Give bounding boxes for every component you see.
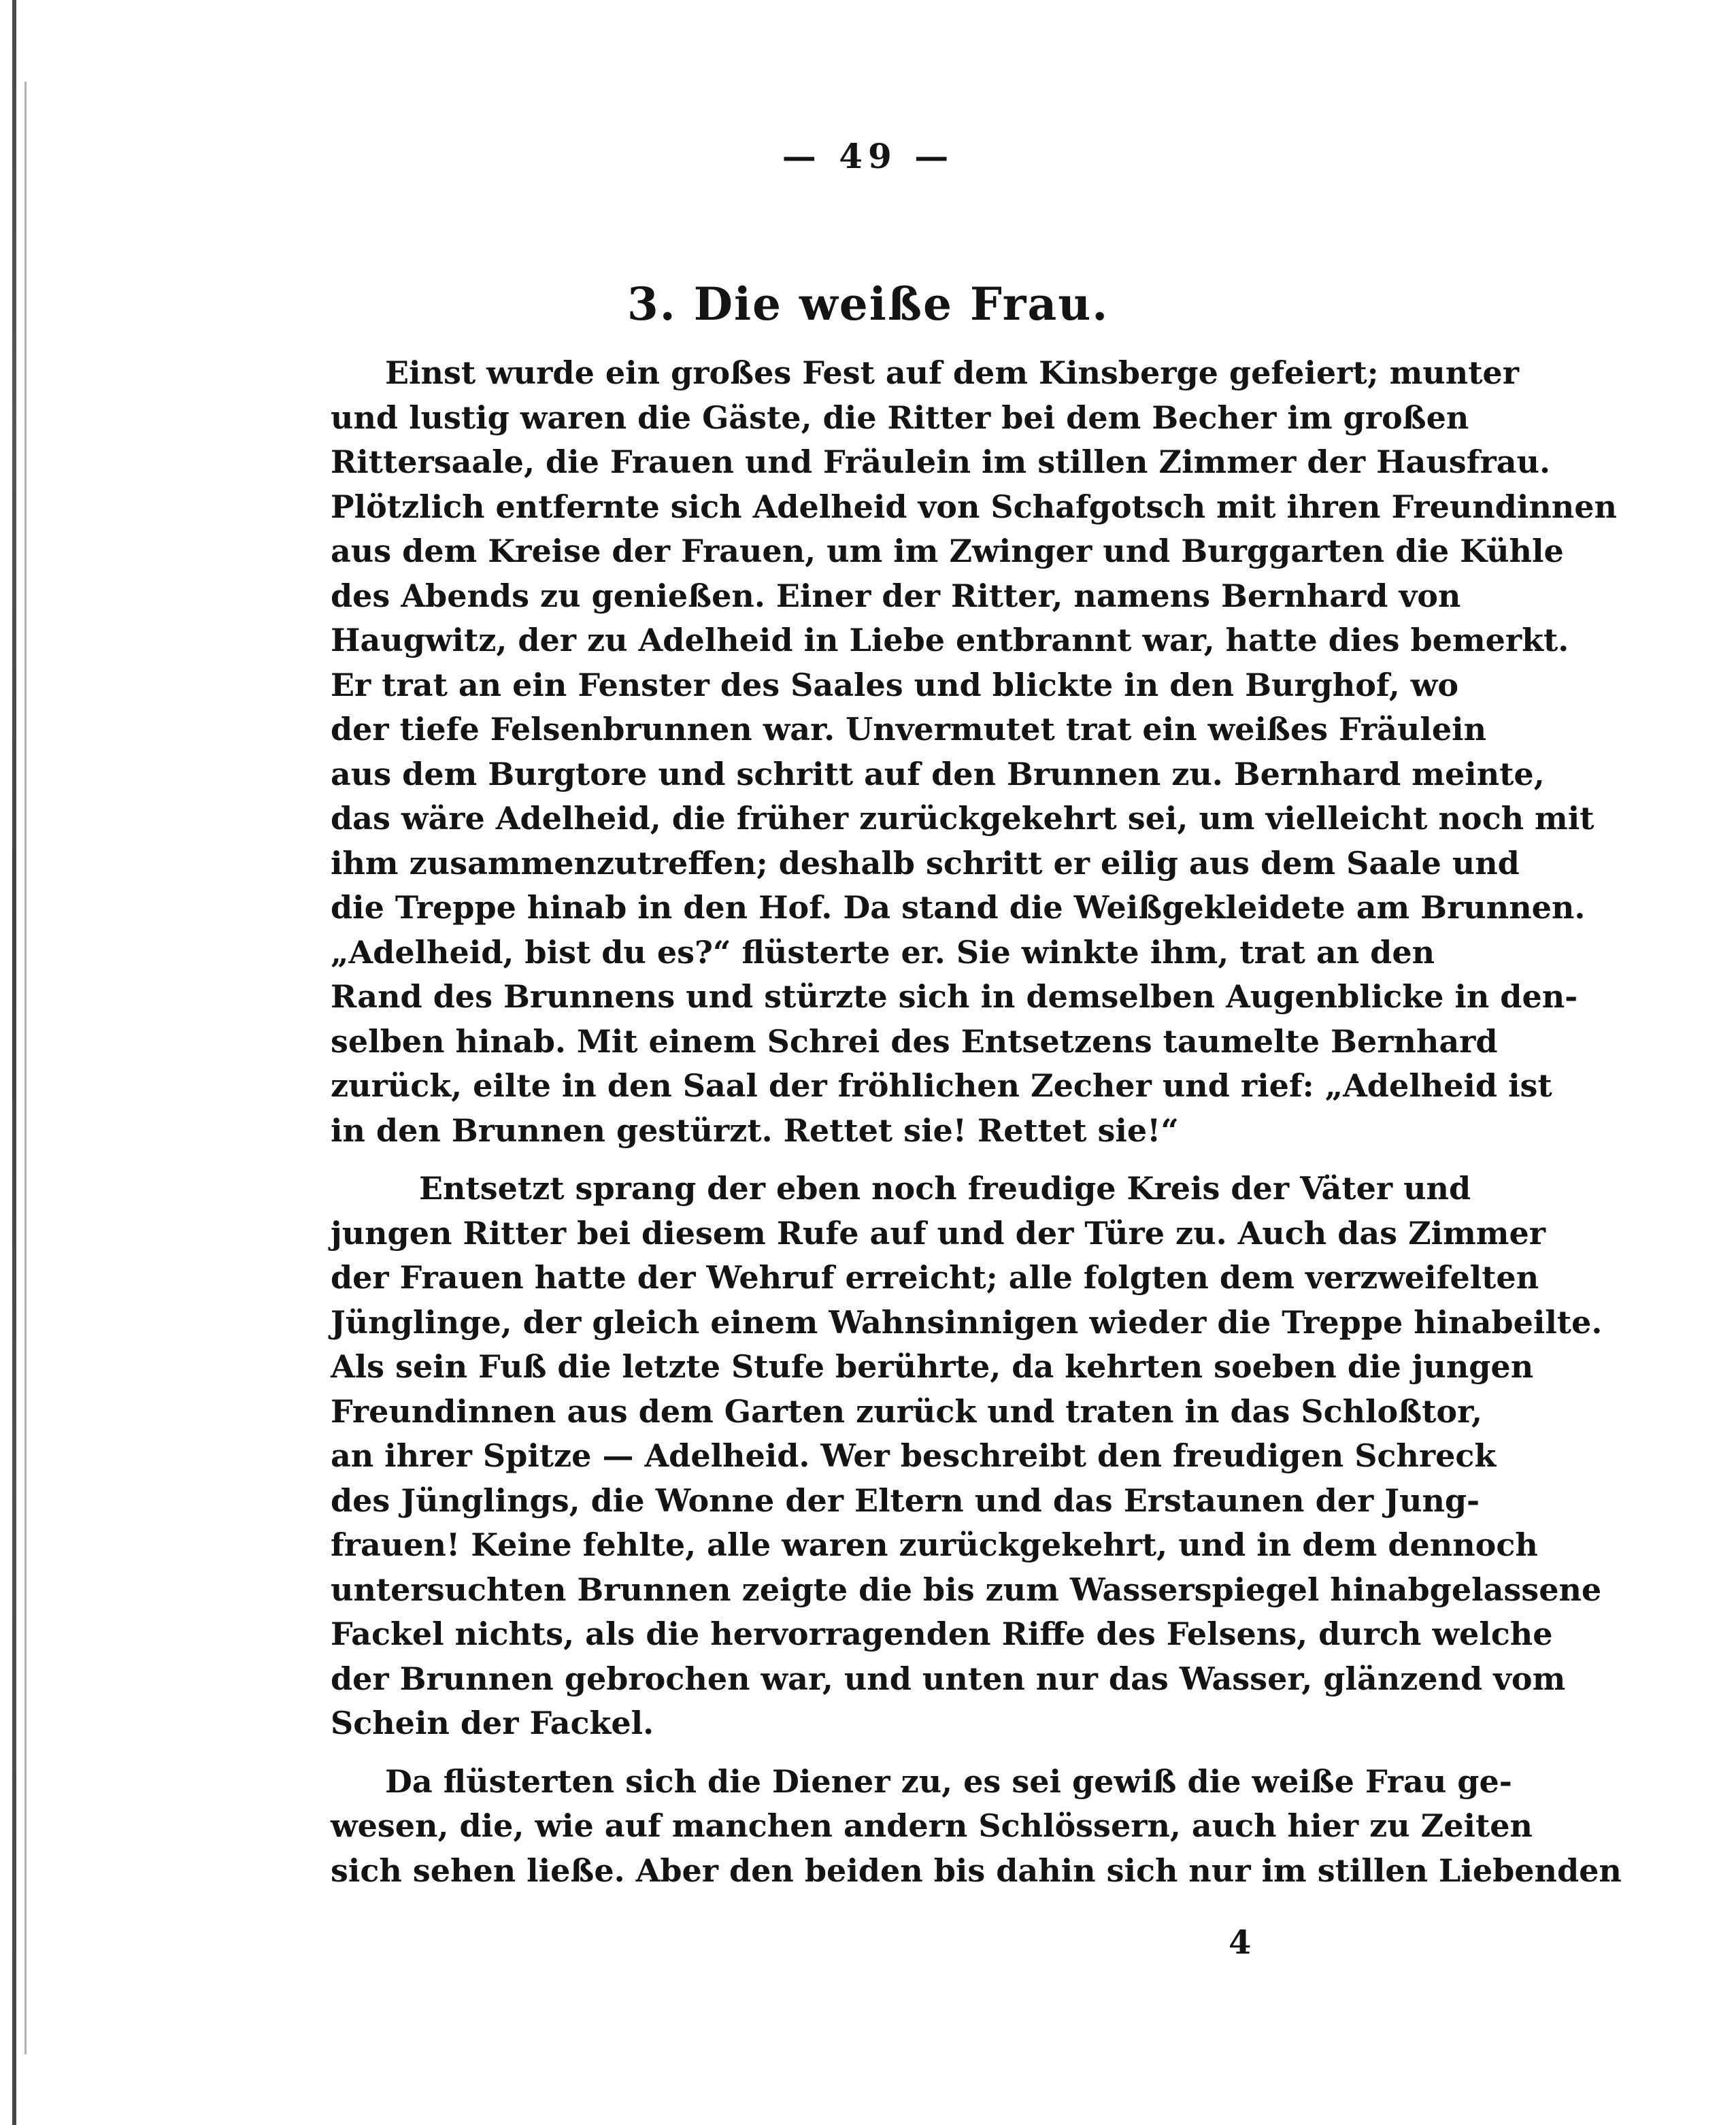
- scan-edge-shadow: [24, 82, 27, 2054]
- paragraph-gap: [331, 1746, 1408, 1760]
- text-line: wesen, die, wie auf manchen andern Schlössern, auch hier zu Zeiten: [331, 1807, 1533, 1844]
- text-line: Rittersaale, die Frauen und Fräulein im stillen Zimmer der Hausfrau.: [331, 444, 1550, 480]
- text-line: sich sehen ließe. Aber den beiden bis dahin sich nur im stillen Liebenden: [331, 1852, 1622, 1889]
- text-line: Rand des Brunnens und stürzte sich in demselben Augenblicke in den-: [331, 978, 1578, 1015]
- text-line: Haugwitz, der zu Adelheid in Liebe entbrannt war, hatte dies bemerkt.: [331, 622, 1569, 658]
- text-line: der Brunnen gebrochen war, und unten nur das Wasser, glänzend vom: [331, 1660, 1566, 1697]
- text-line: Entsetzt sprang der eben noch freudige Kreis der Väter und: [419, 1170, 1471, 1207]
- sheet-signature: 4: [1229, 1924, 1252, 1962]
- text-line: Einst wurde ein großes Fest auf dem Kinsberge gefeiert; munter: [385, 354, 1519, 391]
- text-line: des Abends zu genießen. Einer der Ritter, namens Bernhard von: [331, 577, 1461, 614]
- text-line: der tiefe Felsenbrunnen war. Unvermutet trat ein weißes Fräulein: [331, 711, 1487, 748]
- text-line: Freundinnen aus dem Garten zurück und traten in das Schloßtor,: [331, 1392, 1482, 1430]
- text-line: Da flüsterten sich die Diener zu, es sei gewiß die weiße Frau ge-: [385, 1762, 1512, 1800]
- text-line: Schein der Fackel.: [331, 1705, 654, 1741]
- text-line: selben hinab. Mit einem Schrei des Entsetzens taumelte Bernhard: [331, 1022, 1498, 1060]
- paragraph: [331, 1167, 1603, 1746]
- text-line: in den Brunnen gestürzt. Rettet sie! Rettet sie!“: [331, 1111, 1179, 1149]
- body-text: [331, 351, 1622, 1893]
- text-line: der Frauen hatte der Wehruf erreicht; alle folgten dem verzweifelten: [331, 1259, 1539, 1296]
- paragraph: [331, 1760, 1622, 1894]
- text-line: jungen Ritter bei diesem Rufe auf und der Türe zu. Auch das Zimmer: [331, 1214, 1546, 1252]
- text-line: die Treppe hinab in den Hof. Da stand die Weißgekleidete am Brunnen.: [331, 889, 1586, 926]
- text-line: untersuchten Brunnen zeigte die bis zum Wasserspiegel hinabgelassene: [331, 1571, 1602, 1608]
- text-line: das wäre Adelheid, die früher zurückgekehrt sei, um vielleicht noch mit: [331, 800, 1595, 837]
- text-line: ihm zusammenzutreffen; deshalb schritt er eilig aus dem Saale und: [331, 844, 1520, 882]
- chapter-title: 3. Die weiße Frau.: [627, 278, 1109, 331]
- page-number: — 49 —: [782, 136, 954, 176]
- text-line: Plötzlich entfernte sich Adelheid von Schafgotsch mit ihren Freundinnen: [331, 488, 1617, 525]
- text-line: Er trat an ein Fenster des Saales und blickte in den Burghof, wo: [331, 666, 1459, 703]
- text-line: frauen! Keine fehlte, alle waren zurückgekehrt, und in dem dennoch: [331, 1526, 1538, 1563]
- paragraph: [331, 351, 1617, 1153]
- text-line: an ihrer Spitze — Adelheid. Wer beschreibt den freudigen Schreck: [331, 1437, 1497, 1474]
- paragraph-gap: [331, 1153, 1408, 1167]
- text-line: aus dem Burgtore und schritt auf den Brunnen zu. Bernhard meinte,: [331, 755, 1545, 792]
- text-line: Als sein Fuß die letzte Stufe berührte, da kehrten soeben die jungen: [331, 1348, 1534, 1385]
- text-line: und lustig waren die Gäste, die Ritter bei dem Becher im großen: [331, 399, 1469, 436]
- text-line: aus dem Kreise der Frauen, um im Zwinger und Burggarten die Kühle: [331, 533, 1564, 569]
- text-line: des Jünglings, die Wonne der Eltern und das Erstaunen der Jung-: [331, 1482, 1480, 1519]
- text-line: Jünglinge, der gleich einem Wahnsinnigen wieder die Treppe hinabeilte.: [331, 1303, 1603, 1341]
- text-line: zurück, eilte in den Saal der fröhlichen Zecher und rief: „Adelheid ist: [331, 1067, 1552, 1104]
- text-line: „Adelheid, bist du es?“ flüsterte er. Sie winkte ihm, trat an den: [331, 933, 1435, 971]
- text-line: Fackel nichts, als die hervorragenden Riffe des Felsens, durch welche: [331, 1616, 1553, 1652]
